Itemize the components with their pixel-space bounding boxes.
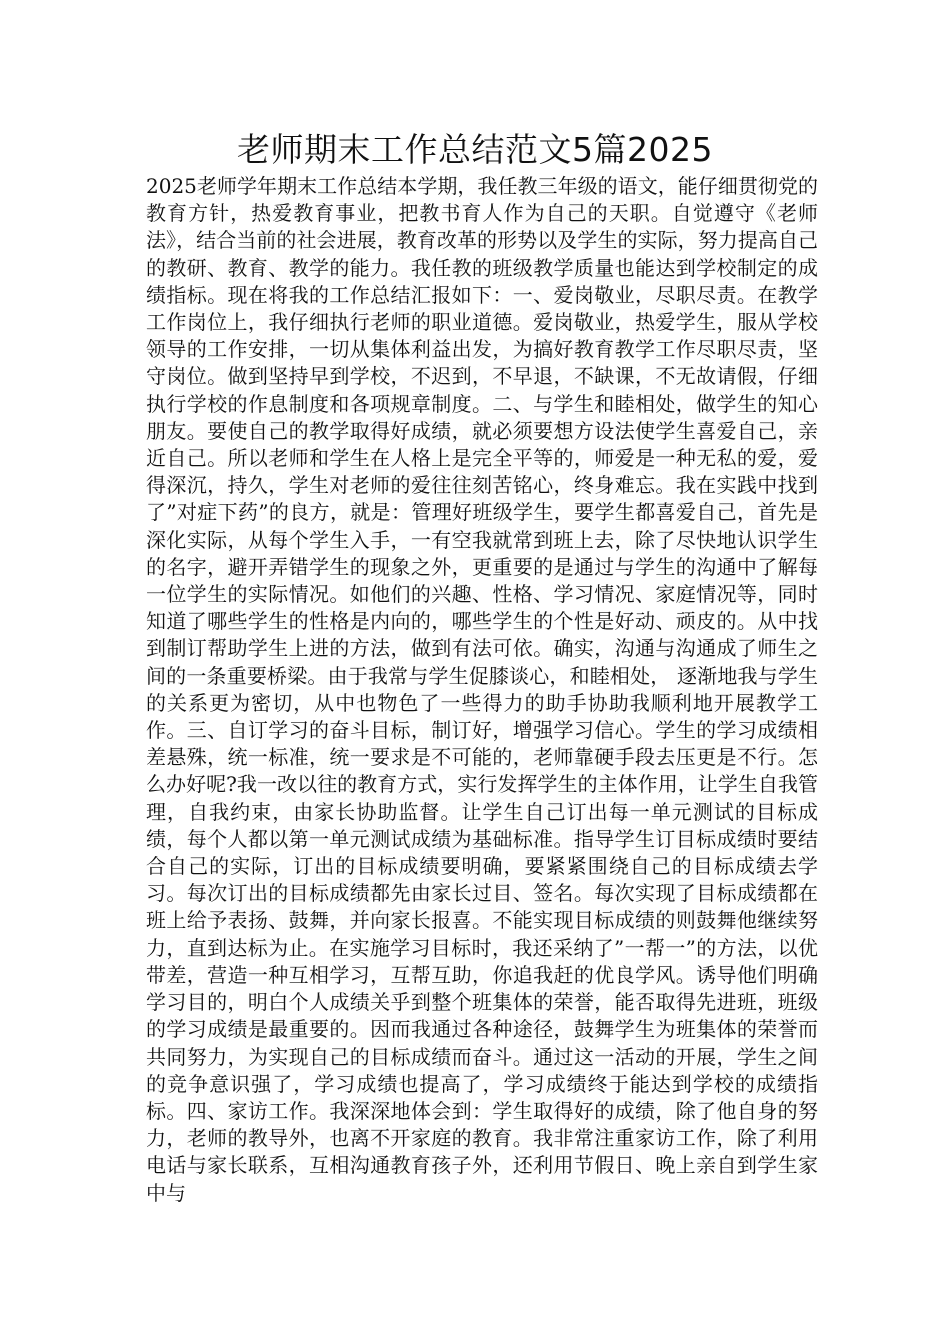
document-title: 老师期末工作总结范文5篇2025	[237, 130, 713, 169]
document-body-text: 2025老师学年期末工作总结本学期，我任教三年级的语文，能仔细贯彻党的教育方针，热爱教育事业，把教书育人作为自己的天职。自觉遵守《老师法》，结合当前的社会进展，教育改革的形势以及学生的实际，努力提高自己的教研、教育、教学的能力。我任教的班级教学质量也能达到学校制定的成绩指标。现在将我的工作总结汇报如下：一、爱岗敬业，尽职尽责。在教学工作岗位上，我仔细执行老师的职业道德。爱岗敬业，热爱学生，服从学校领导的工作安排，一切从集体利益出发，为搞好教育教学工作尽职尽责，坚守岗位。做到坚持早到学校，不迟到，不早退，不缺课，不无故请假，仔细执行学校的作息制度和各项规章制度。二、与学生和睦相处，做学生的知心朋友。要使自己的教学取得好成绩，就必须要想方设法使学生喜爱自己，亲近自己。所以老师和学生在人格上是完全平等的，师爱是一种无私的爱，爱得深沉，持久，学生对老师的爱往往刻苦铭心，终身难忘。我在实践中找到了”对症下药”的良方，就是：管理好班级学生，要学生都喜爱自己，首先是深化实际，从每个学生入手，一有空我就常到班上去，除了尽快地认识学生的名字，避开弄错学生的现象之外，更重要的是通过与学生的沟通中了解每一位学生的实际情况。如他们的兴趣、性格、学习情况、家庭情况等，同时知道了哪些学生的性格是内向的，哪些学生的个性是好动、顽皮的。从中找到制订帮助学生上进的方法，做到有法可依。确实，沟通与沟通成了师生之间的一条重要桥梁。由于我常与学生促膝谈心，和睦相处， 逐渐地我与学生的关系更为密切，从中也物色了一些得力的助手协助我顺利地开展教学工作。三、自订学习的奋斗目标，制订好，增强学习信心。学生的学习成绩相差悬殊，统一标准，统一要求是不可能的，老师靠硬手段去压更是不行。怎么办好呢?我一改以往的教育方式，实行发挥学生的主体作用，让学生自我管理，自我约束，由家长协助监督。让学生自己订出每一单元测试的目标成绩，每个人都以第一单元测试成绩为基础标准。指导学生订目标成绩时要结合自己的实际，订出的目标成绩要明确，要紧紧围绕自己的目标成绩去学习。每次订出的目标成绩都先由家长过目、签名。每次实现了目标成绩都在班上给予表扬、鼓舞，并向家长报喜。不能实现目标成绩的则鼓舞他继续努力，直到达标为止。在实施学习目标时，我还采纳了”一帮一”的方法，以优带差，营造一种互相学习，互帮互助，你追我赶的优良学风。诱导他们明确学习目的，明白个人成绩关乎到整个班集体的荣誉，能否取得先进班，班级的学习成绩是最重要的。因而我通过各种途径，鼓舞学生为班集体的荣誉而共同努力，为实现自己的目标成绩而奋斗。通过这一活动的开展，学生之间的竞争意识强了，学习成绩也提高了，学习成绩终于能达到学校的成绩指标。四、家访工作。我深深地体会到：学生取得好的成绩，除了他自身的努力，老师的教导外，也离不开家庭的教育。我非常注重家访工作，除了利用电话与家长联系，互相沟通教育孩子外，还利用节假日、晚上亲自到学生家中与	[146, 174, 818, 1205]
